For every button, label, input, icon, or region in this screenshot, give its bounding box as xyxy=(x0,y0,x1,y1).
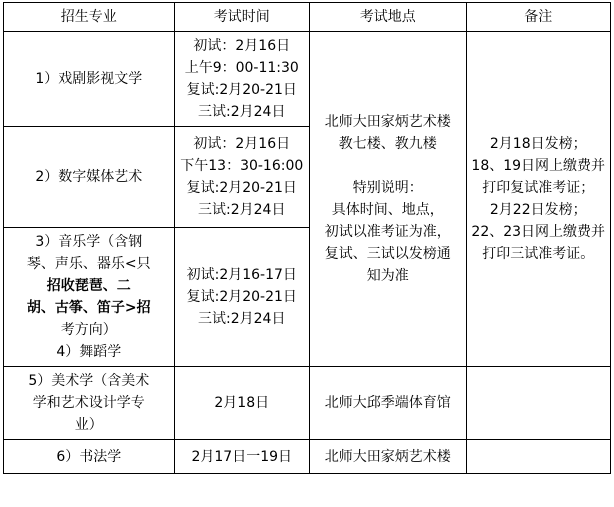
time-line: 2月18日 xyxy=(214,395,270,411)
note-text-group xyxy=(467,130,611,268)
time-line: 初试：2月16日 xyxy=(193,136,291,152)
note-line: 2月18日发榜； xyxy=(489,136,587,152)
column-header-time-label: 考试时间 xyxy=(213,9,270,25)
time-text-group xyxy=(175,261,309,333)
time-line: 2月17日一19日 xyxy=(191,448,293,465)
major-text-group xyxy=(4,65,174,93)
time-line: 三试:2月24日 xyxy=(198,311,286,327)
column-header-place xyxy=(309,3,466,32)
cell-note-empty xyxy=(466,367,611,440)
major-line: 学和艺术设计学专 xyxy=(32,395,145,411)
major-line: 6）书法学 xyxy=(56,448,122,465)
major-text-group xyxy=(4,443,174,471)
major-line: 5）美术学（含美术 xyxy=(28,373,150,389)
cell-major xyxy=(4,228,175,367)
note-line: 2月22日发榜； xyxy=(489,202,587,218)
time-line: 三试:2月24日 xyxy=(198,104,286,120)
major-line: 考方向） xyxy=(60,322,117,338)
time-line: 复试:2月20-21日 xyxy=(186,289,297,305)
cell-time xyxy=(174,127,309,228)
cell-major xyxy=(4,440,175,474)
major-line: 2）数字媒体艺术 xyxy=(35,169,143,185)
place-line: 复试、三试以发榜通 xyxy=(324,246,451,262)
cell-note-merged xyxy=(466,32,611,367)
major-text-group xyxy=(4,228,174,366)
major-text-group xyxy=(4,367,174,439)
time-text-group xyxy=(175,32,309,126)
place-text-group xyxy=(310,108,466,290)
place-line: 北师大田家炳艺术楼 xyxy=(324,114,451,130)
column-header-place-label: 考试地点 xyxy=(359,9,416,25)
cell-place xyxy=(309,367,466,440)
place-line: 北师大邱季端体育馆 xyxy=(324,395,451,411)
place-text-group xyxy=(310,389,466,417)
cell-place xyxy=(309,440,466,474)
time-text-group xyxy=(175,389,309,417)
time-line: 初试：2月16日 xyxy=(193,38,291,54)
time-line: 下午13：30-16:00 xyxy=(180,158,304,174)
place-line: 知为准 xyxy=(366,268,409,284)
note-line: 22、23日网上缴费并 xyxy=(471,224,606,240)
column-header-note xyxy=(466,3,611,32)
cell-time xyxy=(174,440,309,474)
place-line: 初试以准考证为准， xyxy=(324,224,451,240)
cell-major xyxy=(4,32,175,127)
place-line: 教七楼、教九楼 xyxy=(338,136,437,152)
place-line: 北师大田家炳艺术楼 xyxy=(324,448,451,465)
major-line: 业） xyxy=(74,417,103,433)
place-text-group xyxy=(310,443,466,471)
major-line: 琴、声乐、器乐<只 xyxy=(26,256,151,272)
table-row xyxy=(4,440,611,474)
cell-time xyxy=(174,32,309,127)
time-text-group xyxy=(175,130,309,224)
column-header-time xyxy=(174,3,309,32)
cell-place-merged xyxy=(309,32,466,367)
time-line: 三试:2月24日 xyxy=(198,202,286,218)
major-line: 1）戏剧影视文学 xyxy=(35,71,143,87)
table-row xyxy=(4,32,611,127)
column-header-major xyxy=(4,3,175,32)
major-text-group xyxy=(4,163,174,191)
time-line: 复试:2月20-21日 xyxy=(186,82,297,98)
note-line: 18、19日网上缴费并 xyxy=(471,158,606,174)
time-line: 复试:2月20-21日 xyxy=(186,180,297,196)
exam-schedule-document xyxy=(0,2,614,507)
cell-time xyxy=(174,228,309,367)
major-line: 4）舞蹈学 xyxy=(56,344,122,360)
cell-time xyxy=(174,367,309,440)
major-line: 3）音乐学（含钢 xyxy=(35,234,143,250)
column-header-note-label: 备注 xyxy=(524,9,553,25)
place-spacer xyxy=(314,155,462,177)
cell-major xyxy=(4,127,175,228)
note-line: 打印复试准考证； xyxy=(482,180,595,196)
table-header-row xyxy=(4,3,611,32)
table-row xyxy=(4,367,611,440)
exam-schedule-table xyxy=(3,2,611,474)
time-line: 初试:2月16-17日 xyxy=(186,267,297,283)
time-text-group xyxy=(175,443,309,471)
note-text-group xyxy=(467,400,611,406)
major-line: 招收琵琶、二 xyxy=(46,278,131,294)
major-line: 胡、古筝、笛子>招 xyxy=(26,300,151,316)
column-header-major-label: 招生专业 xyxy=(60,9,117,25)
place-line: 具体时间、地点， xyxy=(331,202,444,218)
place-line: 特别说明： xyxy=(352,180,423,196)
cell-note-empty xyxy=(466,440,611,474)
note-text-group xyxy=(467,454,611,460)
cell-major xyxy=(4,367,175,440)
note-line: 打印三试准考证。 xyxy=(482,246,595,262)
time-line: 上午9：00-11:30 xyxy=(184,60,299,76)
